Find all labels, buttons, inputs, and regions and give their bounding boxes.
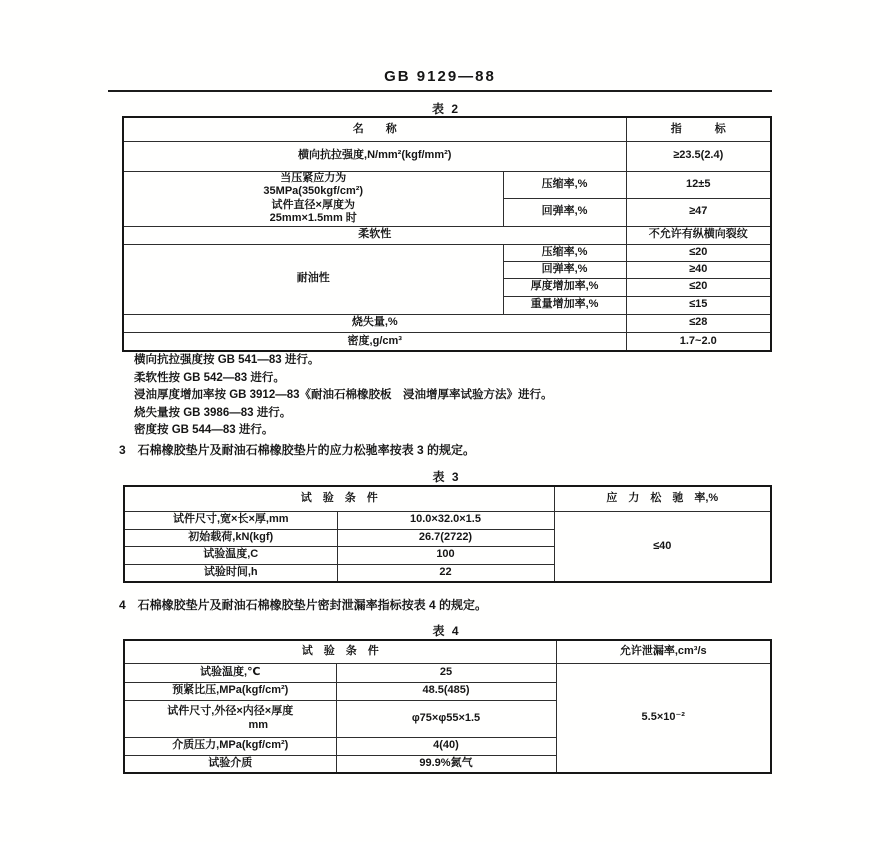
table3-row3-label: 试验时间,h: [124, 564, 337, 582]
table2-oil-sub2-value: ≤20: [626, 278, 771, 296]
table2-tensile-value: ≥23.5(2.4): [626, 141, 771, 171]
table2-oil-sub2-label: 厚度增加率,%: [503, 278, 626, 296]
table2-compress-sub1-label: 压缩率,%: [503, 171, 626, 198]
clause-3: 3 石棉橡胶垫片及耐油石棉橡胶垫片的应力松驰率按表 3 的规定。: [119, 443, 476, 457]
table4-header-condition: 试 验 条 件: [124, 640, 556, 663]
condition-line: 35MPa(350kgf/cm²): [263, 185, 364, 198]
test-method-notes: [134, 352, 553, 440]
note-line: 横向抗拉强度按 GB 541—83 进行。: [134, 354, 320, 366]
table4-row3-label: 介质压力,MPa(kgf/cm²): [124, 737, 336, 755]
standard-number-title: GB 9129—88: [384, 68, 496, 85]
table4-row2-value: φ75×φ55×1.5: [336, 700, 556, 737]
table2-oil-sub0-label: 压缩率,%: [503, 244, 626, 261]
table4-caption: 表 4: [432, 624, 461, 638]
note-line: 密度按 GB 544—83 进行。: [134, 424, 274, 436]
table4-row4-value: 99.9%氮气: [336, 755, 556, 773]
table2-soft-value: 不允许有纵横向裂纹: [626, 226, 771, 244]
title-rule: [108, 90, 772, 92]
table2-tensile-name: 横向抗拉强度,N/mm²(kgf/mm²): [123, 141, 626, 171]
table4-merged-value: 5.5×10⁻²: [556, 663, 771, 773]
table2-oil-name: 耐油性: [123, 244, 503, 314]
table-2: [122, 116, 772, 352]
table4-row1-label: 预紧比压,MPa(kgf/cm²): [124, 682, 336, 700]
table3-row0-label: 试件尺寸,宽×长×厚,mm: [124, 511, 337, 529]
table2-oil-sub1-label: 回弹率,%: [503, 261, 626, 278]
table2-density-name: 密度,g/cm³: [123, 332, 626, 351]
condition-line: 25mm×1.5mm 时: [269, 211, 357, 224]
table4-row1-value: 48.5(485): [336, 682, 556, 700]
table4-row0-label: 试验温度,℃: [124, 663, 336, 682]
table3-row2-value: 100: [337, 546, 554, 564]
table2-oil-sub3-value: ≤15: [626, 296, 771, 314]
specimen-size-line: 试件尺寸,外径×内径×厚度: [167, 705, 294, 718]
table2-header-name: 名 称: [123, 117, 626, 141]
table3-merged-value: ≤40: [554, 511, 771, 582]
table4-row0-value: 25: [336, 663, 556, 682]
table2-caption: 表 2: [431, 102, 460, 116]
table2-density-value: 1.7~2.0: [626, 332, 771, 351]
table-3: [123, 485, 772, 583]
table2-compress-condition: [123, 171, 503, 226]
table2-oil-sub3-label: 重量增加率,%: [503, 296, 626, 314]
table2-ignition-value: ≤28: [626, 314, 771, 332]
table4-header-rate: 允许泄漏率,cm³/s: [556, 640, 771, 663]
table3-row0-value: 10.0×32.0×1.5: [337, 511, 554, 529]
table3-caption: 表 3: [432, 470, 461, 484]
table3-row1-label: 初始载荷,kN(kgf): [124, 529, 337, 546]
table3-row3-value: 22: [337, 564, 554, 582]
note-line: 浸油厚度增加率按 GB 3912—83《耐油石棉橡胶板 浸油增厚率试验方法》进行。: [134, 389, 553, 401]
table4-row4-label: 试验介质: [124, 755, 336, 773]
specimen-size-unit: mm: [248, 718, 269, 731]
table3-row1-value: 26.7(2722): [337, 529, 554, 546]
table4-row3-value: 4(40): [336, 737, 556, 755]
table3-header-condition: 试 验 条 件: [124, 486, 554, 511]
note-line: 烧失量按 GB 3986—83 进行。: [134, 406, 292, 419]
clause-4: 4 石棉橡胶垫片及耐油石棉橡胶垫片密封泄漏率指标按表 4 的规定。: [119, 598, 488, 612]
table2-compress-sub2-value: ≥47: [626, 198, 771, 226]
table2-header-indicator: 指 标: [626, 117, 771, 141]
table2-oil-sub0-value: ≤20: [626, 244, 771, 261]
table2-compress-sub2-label: 回弹率,%: [503, 198, 626, 226]
table2-compress-sub1-value: 12±5: [626, 171, 771, 198]
table2-ignition-name: 烧失量,%: [123, 314, 626, 332]
table-4: [123, 639, 772, 774]
condition-line: 当压紧应力为: [280, 172, 347, 185]
table3-header-rate: 应 力 松 驰 率,%: [554, 486, 771, 511]
table2-oil-sub1-value: ≥40: [626, 261, 771, 278]
table4-row2-label: [124, 700, 336, 737]
table2-soft-name: 柔软性: [123, 226, 626, 244]
note-line: 柔软性按 GB 542—83 进行。: [134, 371, 285, 384]
condition-line: 试件直径×厚度为: [271, 198, 355, 211]
table3-row2-label: 试验温度,C: [124, 546, 337, 564]
